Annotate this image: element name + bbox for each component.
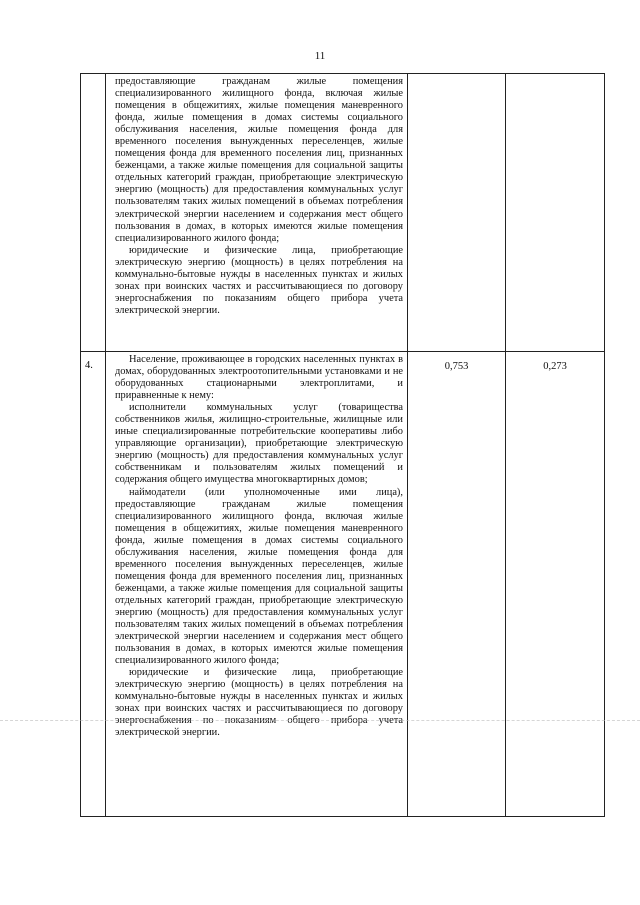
description-cell xyxy=(106,352,408,817)
value-2 xyxy=(506,74,604,83)
value-2-cell xyxy=(506,352,605,817)
value-2: 0,273 xyxy=(543,361,567,372)
row-number-cell xyxy=(81,74,106,352)
table-row xyxy=(81,352,605,817)
value-1: 0,753 xyxy=(444,361,469,372)
description-paragraph: юридические и физические лица, приобретающие электрическую энергию (мощность) в целях потребления на коммунально-бытовые нужды в населенных пунктах и жилых зонах при воинских частях и рассчитывающиеся по договору энергоснабжения по показаниям общего прибора учета электрической энергии. xyxy=(115,244,403,316)
value-1 xyxy=(408,74,505,83)
value-1-cell xyxy=(408,352,506,817)
row-number-cell xyxy=(81,352,106,817)
description-paragraph: наймодатели (или уполномоченные ими лица), предоставляющие гражданам жилые помещения специализированного жилищного фонда, включая жилые помещения в общежитиях, жилые помещения маневренного фонда, жилые помещения в домах системы социального обслуживания населения, жилые помещения фонда для временного поселения вынужденных переселенцев, жилые помещения фонда для временного поселения лиц, признанных беженцами, а также жилые помещения для социальной защиты отдельных категорий граждан, приобретающие электрическую энергию (мощность) для предоставления коммунальных услуг пользователям таких жилых помещений в объемах потребления электрической энергии населением и содержания мест общего пользования в домах, в которых имеются жилые помещения специализированного жилого фонда; xyxy=(115,486,403,667)
page-number: 11 xyxy=(314,50,326,62)
description-paragraph: предоставляющие гражданам жилые помещения специализированного жилищного фонда, включая жилые помещения в общежитиях, жилые помещения маневренного фонда, жилые помещения в домах системы социального обслуживания населения, жилые помещения фонда для временного поселения вынужденных переселенцев, жилые помещения фонда для временного поселения лиц, признанных беженцами, а также жилые помещения для социальной защиты отдельных категорий граждан, приобретающие электрическую энергию (мощность) для предоставления коммунальных услуг пользователям таких жилых помещений в объемах потребления электрической энергии населением и содержания мест общего пользования в домах, в которых имеются жилые помещения специализированного жилого фонда; xyxy=(115,76,403,244)
description-paragraph: Население, проживающее в городских населенных пунктах в домах, оборудованных электроотопительными установками и не оборудованных стационарными электроплитами, и приравненные к нему: xyxy=(115,354,403,402)
scan-artifact-line xyxy=(0,720,640,721)
value-1-cell xyxy=(408,74,506,352)
tariff-table xyxy=(80,73,605,817)
row-number: 4. xyxy=(85,360,93,371)
description-paragraph: юридические и физические лица, приобретающие электрическую энергию (мощность) в целях потребления на коммунально-бытовые нужды в населенных пунктах и жилых зонах при воинских частях и рассчитывающиеся по договору энергоснабжения по показаниям общего прибора учета электрической энергии. xyxy=(115,667,403,739)
table-row xyxy=(81,74,605,352)
row-number xyxy=(81,74,105,82)
value-2-cell xyxy=(506,74,605,352)
description-paragraph: исполнители коммунальных услуг (товарищества собственников жилья, жилищно-строительные, жилищные или иные специализированные потребительские кооперативы либо управляющие организации), приобретающие электрическую энергию (мощность) для предоставления коммунальных услуг собственникам и пользователям жилых помещений и содержания общего имущества многоквартирных домов; xyxy=(115,402,403,486)
description-cell xyxy=(106,74,408,352)
